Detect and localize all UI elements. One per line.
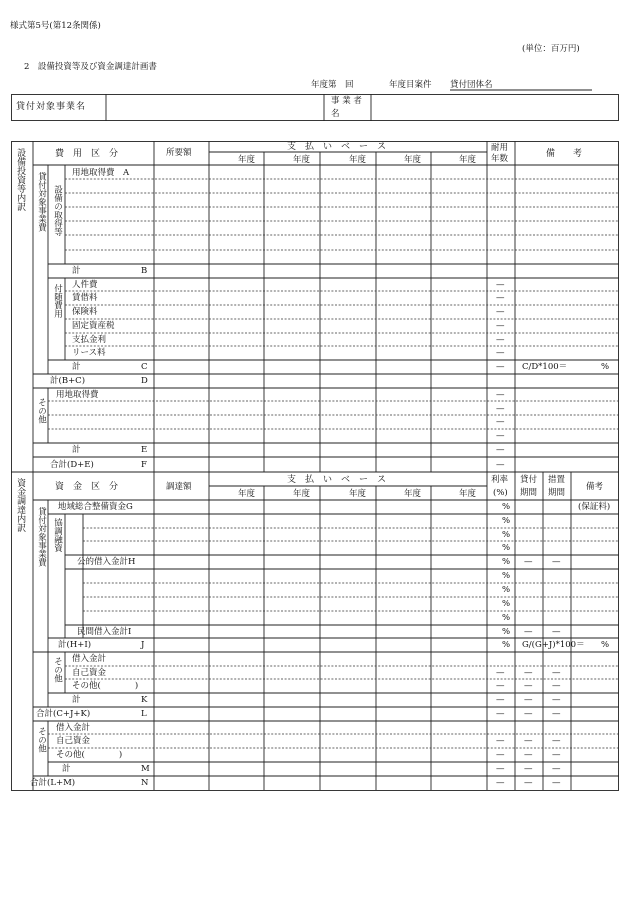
s2-own-fund: 自己資金 [72, 668, 107, 678]
s2-dash: — [524, 778, 533, 788]
s2-letter-j: J [141, 640, 145, 650]
lender-name-label: 貸付団体名 [450, 80, 493, 90]
s1-subtotal-b: 計 [72, 266, 81, 276]
s1-col-category: 費 用 区 分 [55, 149, 119, 159]
s1-letter-c: C [141, 362, 148, 372]
s2-coop: 協調融資 [52, 518, 63, 552]
s2-pct: % [502, 599, 511, 609]
year-round-label: 年度第 回 [311, 80, 354, 90]
s1-year-1: 年度 [238, 155, 256, 165]
target-project-label: 貸付対象事業名 [16, 102, 87, 112]
s1-dash: — [496, 280, 505, 290]
s2-letter-k: K [141, 695, 148, 705]
s1-total-bc: 計(B+C) [50, 376, 86, 386]
s1-incidental: 付随費用 [52, 284, 63, 318]
s2-other-paren: その他( ) [72, 681, 139, 691]
s1-others: その他 [36, 398, 47, 424]
s2-total-hi: 計(H+I) [58, 640, 92, 650]
s2-dash: — [524, 695, 533, 705]
s2-dash: — [496, 695, 505, 705]
s1-inc-item-1: 人件費 [72, 280, 98, 290]
section1-side-title: 設備投資等内訳 [15, 148, 26, 211]
section-title: 2 設備投資等及び資金調達計画書 [24, 62, 157, 72]
s2-pct: % [502, 502, 511, 512]
s2-dash: — [524, 557, 533, 567]
s1-col-life-2: 年数 [491, 154, 509, 164]
s2-letter-l: L [141, 709, 147, 719]
s1-inc-item-2: 賃借料 [72, 293, 98, 303]
s2-pct: % [502, 627, 511, 637]
s2-dash: — [552, 695, 561, 705]
s2-own-fund-2: 自己資金 [56, 736, 91, 746]
s2-others-outer: その他 [36, 727, 47, 753]
s1-ratio-note: C/D*100＝ [522, 362, 568, 372]
s2-pct: % [502, 530, 511, 540]
s2-private-loan: 民間借入金計I [77, 627, 132, 637]
s2-pct: % [502, 640, 511, 650]
s1-inc-item-6: リース料 [72, 348, 106, 358]
s1-dash: — [496, 321, 505, 331]
s2-year-2: 年度 [293, 489, 311, 499]
s2-dash: — [496, 778, 505, 788]
s2-dash: — [552, 750, 561, 760]
s2-letter-n: N [141, 778, 149, 788]
s2-dash: — [496, 681, 505, 691]
s2-col-loan-2: 期間 [520, 488, 538, 498]
s1-dash: — [496, 362, 505, 372]
s1-inc-item-3: 保険料 [72, 307, 98, 317]
s2-col-rate-1: 利率 [491, 475, 509, 485]
s2-pct: % [502, 613, 511, 623]
section2-side-title: 資金調達内訳 [15, 478, 26, 532]
s2-subtotal-m: 計 [62, 764, 71, 774]
s2-col-amount: 調達額 [166, 482, 192, 492]
s1-letter-b: B [141, 266, 148, 276]
s2-dash: — [524, 668, 533, 678]
s1-land-acq: 用地取得費 A [72, 168, 130, 178]
s2-grand-total: 合計(L+M) [30, 778, 76, 788]
s2-regional-fund: 地域総合整備資金G [58, 502, 133, 512]
s1-inc-item-5: 支払金利 [72, 335, 107, 345]
s1-letter-e: E [141, 445, 148, 455]
s2-ratio-percent: % [601, 640, 610, 650]
s2-dash: — [552, 709, 561, 719]
s1-year-5: 年度 [459, 155, 477, 165]
s2-dash: — [524, 764, 533, 774]
s2-guarantee: (保証料) [578, 502, 611, 512]
s1-grand-total: 合計(D+E) [50, 460, 94, 470]
s1-dash: — [496, 293, 505, 303]
s1-subtotal-e: 計 [72, 445, 81, 455]
s1-ratio-percent: % [601, 362, 610, 372]
s2-total-cjk: 合計(C+J+K) [36, 709, 91, 719]
s1-loan-target: 貸付対象事業費 [36, 172, 47, 232]
s2-col-rate-2: (%) [493, 488, 508, 498]
s1-year-2: 年度 [293, 155, 311, 165]
s1-dash: — [496, 348, 505, 358]
s2-dash: — [524, 736, 533, 746]
s2-col-remarks: 備考 [586, 482, 604, 492]
s1-dash: — [496, 404, 505, 414]
s2-year-5: 年度 [459, 489, 477, 499]
s2-col-category: 資 金 区 分 [55, 482, 119, 492]
s2-dash: — [552, 736, 561, 746]
s2-loan-target: 貸付対象事業費 [36, 507, 47, 567]
s2-dash: — [524, 750, 533, 760]
s2-dash: — [524, 681, 533, 691]
s1-col-payment: 支 払 い ベ ー ス [287, 142, 387, 152]
s2-dash: — [496, 764, 505, 774]
s2-pct: % [502, 516, 511, 526]
s2-others-inner: その他 [52, 657, 63, 683]
s2-dash: — [552, 778, 561, 788]
s2-dash: — [552, 764, 561, 774]
s1-letter-d: D [141, 376, 148, 386]
s1-dash: — [496, 390, 505, 400]
s2-dash: — [524, 709, 533, 719]
s1-col-amount: 所要額 [166, 148, 192, 158]
operator-label-2: 名 [331, 109, 340, 119]
s1-dash: — [496, 335, 505, 345]
s1-inc-item-4: 固定資産税 [72, 321, 115, 331]
s1-col-remarks: 備 考 [546, 149, 583, 159]
s1-dash: — [496, 445, 505, 455]
s2-borrow-total: 借入金計 [72, 654, 107, 664]
s1-col-life-1: 耐用 [491, 143, 509, 153]
s2-dash: — [552, 681, 561, 691]
s2-dash: — [496, 750, 505, 760]
s1-year-3: 年度 [349, 155, 367, 165]
s2-subtotal-k: 計 [72, 695, 81, 705]
s2-pct: % [502, 585, 511, 595]
s1-dash: — [496, 460, 505, 470]
s2-pct: % [502, 571, 511, 581]
s2-ratio-note: G/(G+J)*100＝ [522, 640, 585, 650]
s2-dash: — [496, 668, 505, 678]
s1-other-land: 用地取得費 [56, 390, 99, 400]
s2-borrow-total-2: 借入金計 [56, 723, 91, 733]
s2-pct: % [502, 543, 511, 553]
year-item-label: 年度目案件 [389, 80, 432, 90]
s2-year-3: 年度 [349, 489, 367, 499]
s2-other-paren-2: その他( ) [56, 750, 123, 760]
form-number: 様式第5号(第12条関係) [10, 21, 101, 31]
s1-letter-f: F [141, 460, 147, 470]
s2-col-loan-1: 貸付 [520, 475, 538, 485]
operator-label-1: 事 業 者 [331, 96, 362, 106]
s2-dash: — [552, 627, 561, 637]
s2-year-1: 年度 [238, 489, 256, 499]
s2-col-payment: 支 払 い ベ ー ス [287, 475, 387, 485]
s1-dash: — [496, 431, 505, 441]
s1-dash: — [496, 417, 505, 427]
s2-public-loan: 公的借入金計H [77, 557, 136, 567]
s1-facility-acq: 設備の取得等 [52, 185, 63, 236]
s2-year-4: 年度 [404, 489, 422, 499]
s1-year-4: 年度 [404, 155, 422, 165]
s2-col-grace-2: 期間 [548, 488, 566, 498]
s2-dash: — [496, 736, 505, 746]
s1-dash: — [496, 307, 505, 317]
s2-dash: — [552, 668, 561, 678]
s1-subtotal-c: 計 [72, 362, 81, 372]
s2-pct: % [502, 557, 511, 567]
s2-dash: — [552, 557, 561, 567]
s2-dash: — [524, 627, 533, 637]
s2-letter-m: M [141, 764, 150, 774]
s2-col-grace-1: 措置 [548, 475, 566, 485]
s2-dash: — [496, 709, 505, 719]
unit-note: (単位：百万円) [522, 44, 580, 54]
